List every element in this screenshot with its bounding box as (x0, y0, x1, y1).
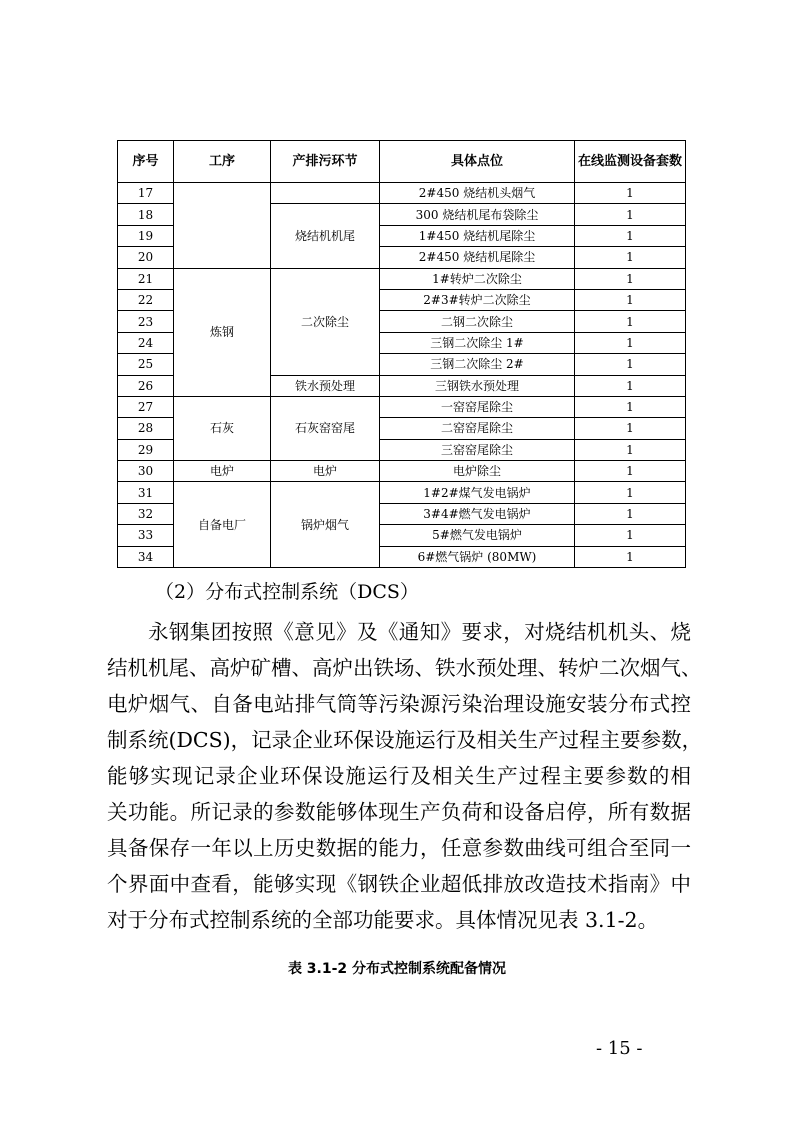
point-cell: 1#转炉二次除尘 (380, 268, 575, 289)
process-cell: 自备电厂 (174, 482, 271, 568)
row-number: 18 (118, 204, 174, 225)
section-subheading: （2）分布式控制系统（DCS） (155, 581, 419, 603)
table-row (118, 268, 686, 289)
source-cell: 烧结机机尾 (271, 204, 380, 268)
count-cell: 1 (575, 375, 686, 396)
table-caption: 表 3.1-2 分布式控制系统配备情况 (287, 961, 507, 977)
point-cell: 6#燃气锅炉 (80MW) (380, 546, 575, 567)
count-cell: 1 (575, 268, 686, 289)
paragraph-line: 制系统(DCS)，记录企业环保设施运行及相关生产过程主要参数， (107, 728, 703, 752)
count-cell: 1 (575, 289, 686, 310)
process-cell: 石灰 (174, 396, 271, 460)
table-row (118, 396, 686, 417)
point-cell: 一窑窑尾除尘 (380, 396, 575, 417)
count-cell: 1 (575, 525, 686, 546)
count-cell: 1 (575, 332, 686, 353)
point-cell: 二钢二次除尘 (380, 311, 575, 332)
point-cell: 3#4#燃气发电锅炉 (380, 503, 575, 524)
body-paragraph (107, 614, 703, 938)
row-number: 33 (118, 525, 174, 546)
count-cell: 1 (575, 546, 686, 567)
paragraph-line: 电炉烟气、自备电站排气筒等污染源污染治理设施安装分布式控 (107, 692, 691, 716)
point-cell: 300 烧结机尾布袋除尘 (380, 204, 575, 225)
row-number: 23 (118, 311, 174, 332)
header-count: 在线监测设备套数 (575, 141, 686, 183)
table-row (118, 482, 686, 503)
page-number: - 15 - (596, 1038, 643, 1059)
count-cell: 1 (575, 482, 686, 503)
paragraph-line: 具备保存一年以上历史数据的能力，任意参数曲线可组合至同一 (107, 836, 691, 860)
count-cell: 1 (575, 247, 686, 268)
row-number: 34 (118, 546, 174, 567)
paragraph-line: 结机机尾、高炉矿槽、高炉出铁场、铁水预处理、转炉二次烟气、 (107, 656, 702, 680)
source-cell: 二次除尘 (271, 268, 380, 375)
point-cell: 三钢二次除尘 2# (380, 354, 575, 375)
process-cell: 炼钢 (174, 268, 271, 396)
row-number: 31 (118, 482, 174, 503)
process-cell (174, 183, 271, 269)
count-cell: 1 (575, 311, 686, 332)
paragraph-line: 对于分布式控制系统的全部功能要求。具体情况见表 3.1-2。 (107, 908, 659, 932)
count-cell: 1 (575, 418, 686, 439)
count-cell: 1 (575, 183, 686, 204)
point-cell: 二窑窑尾除尘 (380, 418, 575, 439)
paragraph-line: 永钢集团按照《意见》及《通知》要求，对烧结机机头、烧 (148, 620, 691, 644)
point-cell: 1#450 烧结机尾除尘 (380, 225, 575, 246)
process-cell: 电炉 (174, 461, 271, 482)
source-cell (271, 183, 380, 204)
row-number: 20 (118, 247, 174, 268)
monitoring-equipment-table (117, 140, 686, 568)
row-number: 22 (118, 289, 174, 310)
count-cell: 1 (575, 204, 686, 225)
count-cell: 1 (575, 354, 686, 375)
table-header-row (118, 141, 686, 183)
header-point: 具体点位 (380, 141, 575, 183)
row-number: 30 (118, 461, 174, 482)
row-number: 29 (118, 439, 174, 460)
paragraph-line: 个界面中查看，能够实现《钢铁企业超低排放改造技术指南》中 (107, 872, 691, 896)
source-cell: 石灰窑窑尾 (271, 396, 380, 460)
row-number: 24 (118, 332, 174, 353)
paragraph-line: 能够实现记录企业环保设施运行及相关生产过程主要参数的相 (107, 764, 691, 788)
count-cell: 1 (575, 396, 686, 417)
row-number: 32 (118, 503, 174, 524)
point-cell: 三钢铁水预处理 (380, 375, 575, 396)
count-cell: 1 (575, 225, 686, 246)
point-cell: 2#450 烧结机头烟气 (380, 183, 575, 204)
count-cell: 1 (575, 461, 686, 482)
count-cell: 1 (575, 439, 686, 460)
table-row (118, 461, 686, 482)
point-cell: 电炉除尘 (380, 461, 575, 482)
row-number: 28 (118, 418, 174, 439)
header-source: 产排污环节 (271, 141, 380, 183)
count-cell: 1 (575, 503, 686, 524)
source-cell: 锅炉烟气 (271, 482, 380, 568)
header-process: 工序 (174, 141, 271, 183)
row-number: 17 (118, 183, 174, 204)
row-number: 21 (118, 268, 174, 289)
header-no: 序号 (118, 141, 174, 183)
point-cell: 2#450 烧结机尾除尘 (380, 247, 575, 268)
row-number: 25 (118, 354, 174, 375)
point-cell: 2#3#转炉二次除尘 (380, 289, 575, 310)
point-cell: 1#2#煤气发电锅炉 (380, 482, 575, 503)
paragraph-line: 关功能。所记录的参数能够体现生产负荷和设备启停，所有数据 (107, 800, 691, 824)
row-number: 19 (118, 225, 174, 246)
row-number: 26 (118, 375, 174, 396)
table-row (118, 183, 686, 204)
row-number: 27 (118, 396, 174, 417)
source-cell: 铁水预处理 (271, 375, 380, 396)
source-cell: 电炉 (271, 461, 380, 482)
point-cell: 5#燃气发电锅炉 (380, 525, 575, 546)
point-cell: 三窑窑尾除尘 (380, 439, 575, 460)
point-cell: 三钢二次除尘 1# (380, 332, 575, 353)
